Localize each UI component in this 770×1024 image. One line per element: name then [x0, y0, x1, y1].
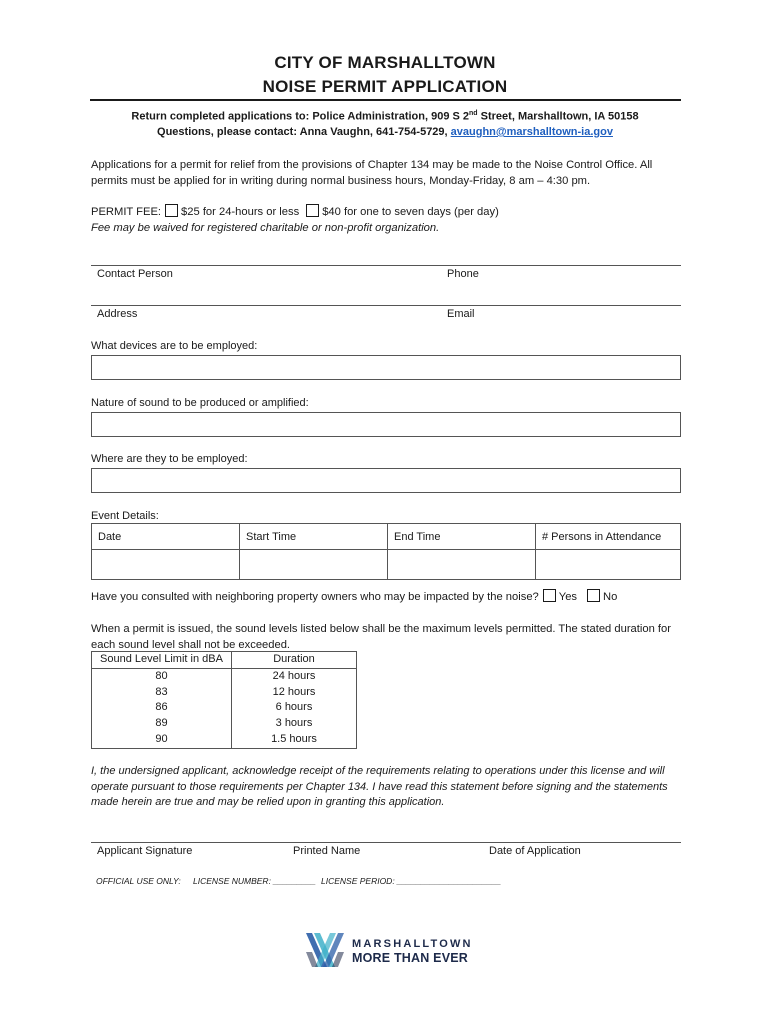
sound-level-duration: 6 hours: [232, 700, 357, 716]
applicant-signature-label: Applicant Signature: [97, 845, 193, 857]
sound-level-dba: 89: [92, 716, 232, 732]
signature-line[interactable]: [91, 842, 681, 843]
permit-fee-row: [91, 204, 683, 220]
fee-waiver-note: Fee may be waived for registered charitable or non-profit organization.: [91, 222, 440, 234]
fee-24h-checkbox[interactable]: [165, 204, 178, 217]
where-field[interactable]: [91, 468, 681, 493]
license-period-field: LICENSE PERIOD: ______________________: [321, 876, 502, 886]
contact-email-link[interactable]: avaughn@marshalltown-ia.gov: [450, 126, 613, 138]
date-of-application-label: Date of Application: [489, 845, 581, 857]
sound-level-duration: 1.5 hours: [232, 732, 357, 748]
consult-question: Have you consulted with neighboring property owners who may be impacted by the noise?: [91, 591, 539, 603]
printed-name-label: Printed Name: [293, 845, 361, 857]
levels-intro: When a permit is issued, the sound levels listed below shall be the maximum levels permitted. The stated duration for each sound level shall not be exceeded.: [91, 623, 671, 651]
sound-level-dba: 80: [92, 668, 232, 684]
contact-person-label: Contact Person: [97, 268, 173, 280]
event-start-time-cell[interactable]: [240, 550, 388, 580]
event-col-end-time: End Time: [388, 524, 536, 550]
consult-no-checkbox[interactable]: [587, 589, 600, 602]
event-date-cell[interactable]: [92, 550, 240, 580]
marshalltown-logo-mark: [305, 930, 345, 970]
permit-fee-label: PERMIT FEE:: [91, 206, 162, 218]
sound-level-dba: 90: [92, 732, 232, 748]
sound-level-duration: 24 hours: [232, 668, 357, 684]
sound-level-table: [91, 651, 357, 749]
nature-field[interactable]: [91, 412, 681, 437]
phone-label: Phone: [447, 268, 479, 280]
event-persons-cell[interactable]: [536, 550, 681, 580]
logo-wordmark: MARSHALLTOWN: [352, 938, 473, 950]
marshalltown-logo-icon: [305, 930, 345, 970]
devices-label: What devices are to be employed:: [91, 340, 258, 352]
event-col-date: Date: [92, 524, 240, 550]
event-col-start-time: Start Time: [240, 524, 388, 550]
fee-multiday-checkbox[interactable]: [306, 204, 319, 217]
fee-24h-label: $25 for 24-hours or less: [181, 206, 300, 218]
devices-field[interactable]: [91, 355, 681, 380]
acknowledgement-statement: I, the undersigned applicant, acknowledge receipt of the requirements relating to operations under this license and will operate pursuant to those requirements per Chapter 134. I have read this statement before signing and the statements made herein are true and may be relied upon in granting this application.: [91, 765, 668, 808]
contact-person-line[interactable]: [91, 265, 681, 266]
return-address: Return completed applications to: Police Administration, 909 S 2nd Street, Marshalltown, IA 50158: [131, 110, 639, 123]
consult-no-label: No: [603, 591, 618, 603]
logo-tagline: MORE THAN EVER: [352, 951, 469, 965]
event-end-time-cell[interactable]: [388, 550, 536, 580]
license-number-field: LICENSE NUMBER: _________: [193, 876, 316, 886]
nature-label: Nature of sound to be produced or amplified:: [91, 397, 309, 409]
event-details-label: Event Details:: [91, 510, 159, 522]
duration-header: Duration: [232, 652, 357, 669]
sound-level-dba: 83: [92, 685, 232, 701]
fee-multiday-label: $40 for one to seven days (per day): [322, 206, 499, 218]
address-label: Address: [97, 308, 138, 320]
official-use-label: OFFICIAL USE ONLY:: [96, 876, 181, 886]
consult-yes-checkbox[interactable]: [543, 589, 556, 602]
page-subtitle: NOISE PERMIT APPLICATION: [262, 77, 508, 96]
consult-yes-label: Yes: [558, 591, 578, 603]
sound-limit-header: Sound Level Limit in dBA: [92, 652, 232, 669]
address-line[interactable]: [91, 305, 681, 306]
email-label: Email: [447, 308, 475, 320]
sound-level-duration: 3 hours: [232, 716, 357, 732]
event-col-persons: # Persons in Attendance: [536, 524, 681, 550]
title-divider: [90, 99, 681, 101]
page-title: CITY OF MARSHALLTOWN: [274, 53, 496, 72]
contact-line: Questions, please contact: Anna Vaughn, 641-754-5729, avaughn@marshalltown-ia.gov: [157, 126, 613, 138]
event-details-table: [91, 523, 681, 580]
intro-paragraph: Applications for a permit for relief from the provisions of Chapter 134 may be made to the Noise Control Office. All permits must be applied for in writing during normal business hours, Monday-Friday, 8 am – 4:30 pm.: [91, 159, 653, 187]
consult-row: [91, 589, 683, 605]
sound-level-dba: 86: [92, 700, 232, 716]
sound-level-duration: 12 hours: [232, 685, 357, 701]
where-label: Where are they to be employed:: [91, 453, 248, 465]
